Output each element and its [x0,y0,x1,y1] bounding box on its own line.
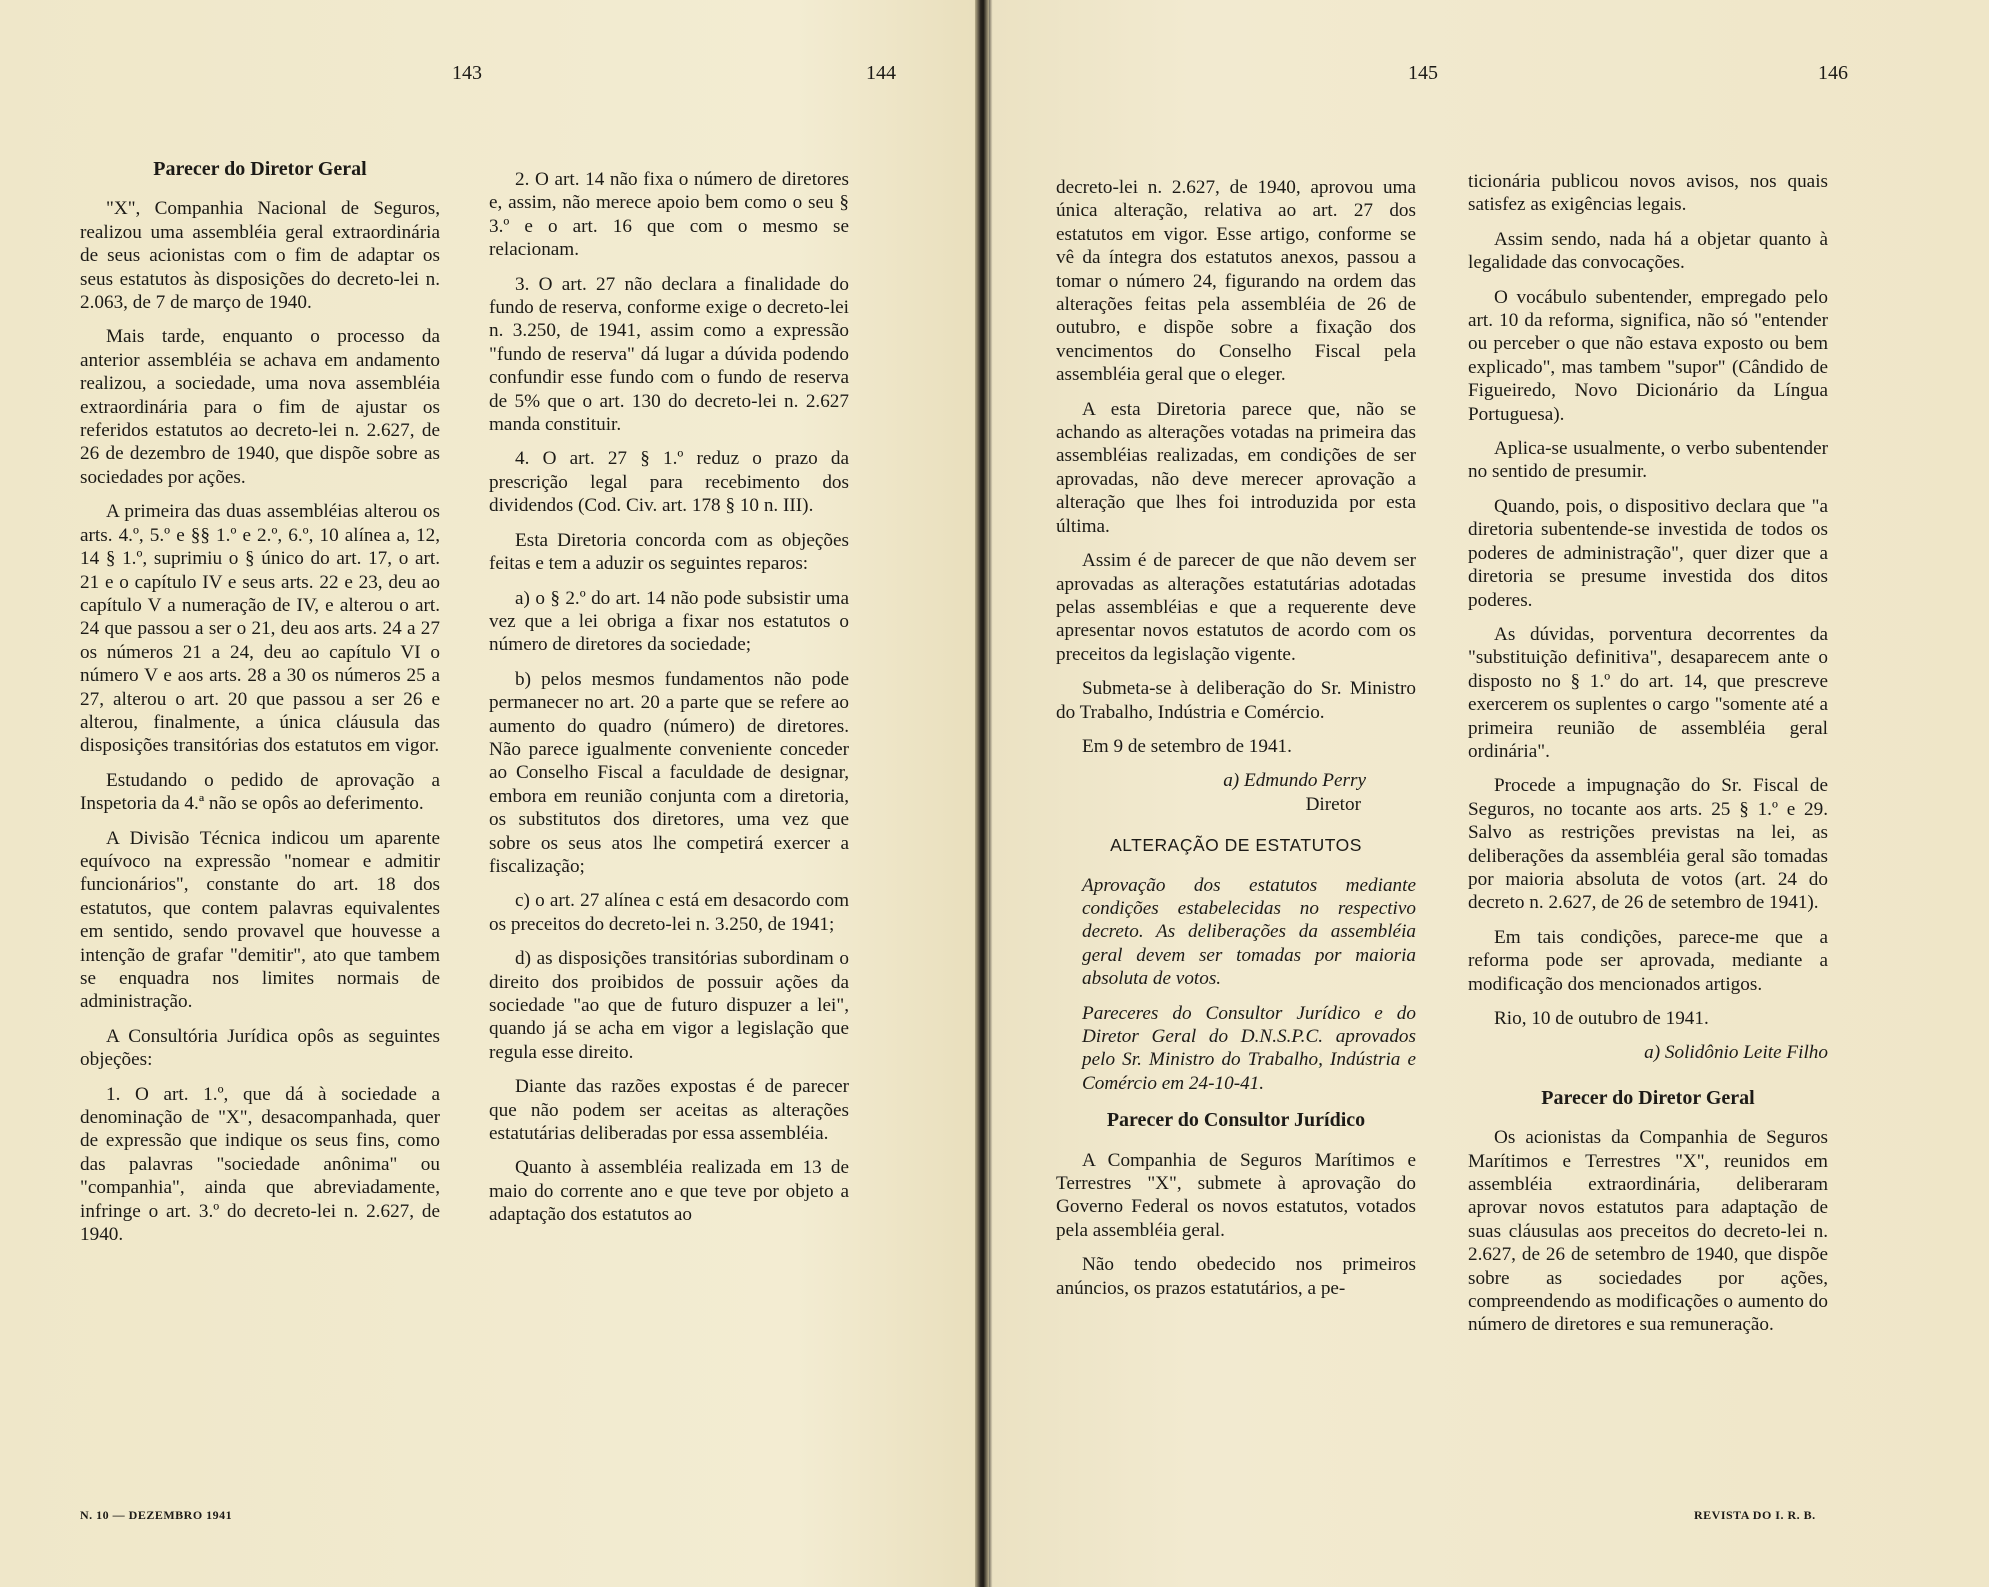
paragraph: 2. O art. 14 não fixa o número de diretores e, assim, não merece apoio bem como o seu § 3.º e o art. 16 que com o mesmo se relacionam. [489,169,849,261]
date-line: Em 9 de setembro de 1941. [1082,735,1292,757]
column-page-144 [489,168,849,1238]
column-page-146 [1468,170,1828,1348]
paragraph: Procede a impugnação do Sr. Fiscal de Seguros, no tocante aos arts. 25 § 1.º e 29. Salvo as restrições previstas na lei, as deliberações da assembléia geral são tomadas por maioria absoluta de votos (art. 24 do decreto n. 2.627, de 26 de setembro de 1941). [1468,775,1828,914]
page-number-143: 143 [452,62,482,84]
paragraph: c) o art. 27 alínea c está em desacordo com os preceitos do decreto-lei n. 3.250, de 1941; [489,890,849,935]
paragraph: b) pelos mesmos fundamentos não pode permanecer no art. 20 a parte que se refere ao aumento do quadro (número) de diretores. Não parece igualmente conveniente conceder ao Conselho Fiscal a faculdade de designar, embora em reunião conjunta com a diretoria, os substitutos dos diretores, uma vez que sobre os seus atos lhe competirá exercer a fiscalização; [489,668,849,877]
paragraph: 3. O art. 27 não declara a finalidade do fundo de reserva, conforme exige o decreto-lei n. 3.250, de 1941, assim como a expressão "fundo de reserva" dá lugar a dúvida podendo confundir esse fundo com o fundo de reserva de 5% que o art. 130 do decreto-lei n. 2.627 manda constituir. [489,273,849,436]
signature-role: Diretor [1305,793,1361,815]
date-line: Rio, 10 de outubro de 1941. [1494,1008,1709,1029]
paragraph: 1. O art. 1.º, que dá à sociedade a denominação de "X", desacompanhada, quer de expressão que indique os seus fins, como das palavras "sociedade anônima" ou "companhia", ainda que abreviadamente, infringe o art. 3.º do decreto-lei n. 2.627, de 1940. [80,1083,440,1246]
paragraph: decreto-lei n. 2.627, de 1940, aprovou uma única alteração, relativa ao art. 27 dos estatutos em vigor. Esse artigo, conforme se vê da íntegra dos estatutos anexos, passou a tomar o número 24, figurando na ordem das alterações feitas pela assembléia de 26 de outubro, e dispõe sobre a fixação dos vencimentos do Conselho Fiscal pela assembléia geral que o eleger. [1056,177,1416,386]
page-number-145: 145 [1408,62,1438,84]
paragraph: Assim sendo, nada há a objetar quanto à legalidade das convocações. [1468,228,1828,274]
signature: a) Edmundo Perry [1223,770,1366,792]
footer-issue: N. 10 — DEZEMBRO 1941 [80,1508,233,1522]
paragraph: "X", Companhia Nacional de Seguros, realizou uma assembléia geral extraordinária de seus acionistas com o fim de adaptar os seus estatutos às disposições do decreto-lei n. 2.063, de 7 de março de 1940. [80,198,440,314]
paragraph: 4. O art. 27 § 1.º reduz o prazo da prescrição legal para recebimento dos dividendos (Cod. Civ. art. 178 § 10 n. III). [489,448,849,517]
paragraph: Os acionistas da Companhia de Seguros Marítimos e Terrestres "X", reunidos em assembléia extraordinária, deliberaram aprovar novos estatutos para adaptação de suas cláusulas aos preceitos do decreto-lei n. 2.627, de 26 de setembro de 1940, que dispõe sobre as sociedades por ações, compreendendo as modificações o aumento do número de diretores e sua remuneração. [1468,1127,1828,1336]
paragraph: Quando, pois, o dispositivo declara que "a diretoria subentende-se investida de todos os poderes de administração", quer dizer que a diretoria se presume investida dos ditos poderes. [1468,495,1828,611]
paragraph: A esta Diretoria parece que, não se achando as alterações votadas na primeira das assembléias realizadas, em condições de ser aprovadas, não deve merecer aprovação a alteração que lhes foi introduzida por esta última. [1056,398,1416,537]
summary-italic: Pareceres do Consultor Jurídico e do Diretor Geral do D.N.S.P.C. aprovados pelo Sr. Ministro do Trabalho, Indústria e Comércio em 24-10-41. [1082,1002,1416,1094]
paragraph: Aplica-se usualmente, o verbo subentender no sentido de presumir. [1468,438,1828,483]
section-title: Parecer do Diretor Geral [1541,1086,1755,1109]
paragraph: d) as disposições transitórias subordinam o direito dos proibidos de possuir ações da sociedade "ao que de futuro dispuzer a lei", quando já se acha em vigor a legislação que regula esse direito. [489,948,849,1063]
column-page-145 [1056,176,1416,1311]
paragraph: Mais tarde, enquanto o processo da anterior assembléia se achava em andamento realizou, a sociedade, uma nova assembléia extraordinária para o fim de ajustar os referidos estatutos ao decreto-lei n. 2.627, de 26 de dezembro de 1940, que dispõe sobre as sociedades por ações. [80,326,440,488]
book-spine [975,0,989,1587]
paragraph: Não tendo obedecido nos primeiros anúncios, os prazos estatutários, a pe- [1056,1254,1416,1299]
column-page-143 [80,158,440,1257]
page-number-146: 146 [1818,62,1848,84]
paragraph: Assim é de parecer de que não devem ser aprovadas as alterações estatutárias adotadas pelas assembléias e que a requerente deve apresentar novos estatutos de acordo com os preceitos da legislação vigente. [1056,550,1416,665]
paragraph: A Companhia de Seguros Marítimos e Terrestres "X", submete à aprovação do Governo Federal os novos estatutos, votados pela assembléia geral. [1056,1149,1416,1241]
paragraph: O vocábulo subentender, empregado pelo art. 10 da reforma, significa, não só "entender ou perceber o que não estava exposto ou bem explicado", mas tambem "supor" (Cândido de Figueiredo, Novo Dicionário da Língua Portuguesa). [1468,286,1828,425]
section-title: Parecer do Diretor Geral [153,158,367,180]
paragraph: Submeta-se à deliberação do Sr. Ministro do Trabalho, Indústria e Comércio. [1056,678,1416,723]
paragraph: As dúvidas, porventura decorrentes da "substituição definitiva", desaparecem ante o disposto no § 1.º do art. 14, que prescreve exercerem os suplentes o cargo "somente até a primeira reunião de assembléia geral ordinária". [1468,623,1828,762]
signature: a) Solidônio Leite Filho [1644,1042,1828,1064]
summary-italic: Aprovação dos estatutos mediante condições estabelecidas no respectivo decreto. As deliberações da assembléia geral devem ser tomadas por maioria absoluta de votos. [1082,874,1416,990]
paragraph: A Consultória Jurídica opôs as seguintes objeções: [80,1025,440,1071]
paragraph: a) o § 2.º do art. 14 não pode subsistir uma vez que a lei obriga a fixar nos estatutos o número de diretores da sociedade; [489,587,849,656]
section-title: Parecer do Consultor Jurídico [1106,1109,1366,1132]
paragraph: A Divisão Técnica indicou um aparente equívoco na expressão "nomear e admitir funcionários", constante do art. 18 dos estatutos, que contem palavras equivalentes em sentido, sendo provavel que houvesse a intenção de grafar "demitir", ato que tambem se enquadra nos limites normais de administração. [80,827,440,1013]
section-heading: ALTERAÇÃO DE ESTATUTOS [1110,835,1362,856]
paragraph: Quanto à assembléia realizada em 13 de maio do corrente ano e que teve por objeto a adaptação dos estatutos ao [489,1157,849,1226]
footer-journal: REVISTA DO I. R. B. [1694,1508,1816,1522]
paragraph: Em tais condições, parece-me que a reforma pode ser aprovada, mediante a modificação dos mencionados artigos. [1468,926,1828,995]
paragraph: Diante das razões expostas é de parecer que não podem ser aceitas as alterações estatutárias deliberadas por essa assembléia. [489,1076,849,1145]
page-number-144: 144 [866,62,896,84]
paragraph: ticionária publicou novos avisos, nos quais satisfez as exigências legais. [1468,171,1828,216]
paragraph: A primeira das duas assembléias alterou os arts. 4.º, 5.º e §§ 1.º e 2.º, 6.º, 10 alínea a, 12, 14 § 1.º, suprimiu o § único do art. 17, o art. 21 e o capítulo IV e seus arts. 22 e 23, deu ao capítulo V a numeração de IV, e alterou o art. 24 que passou a ser o 21, deu aos arts. 24 a 27 os números 21 a 24, deu ao capítulo VI o número V e aos arts. 28 a 30 os números 25 a 27, alterou o art. 20 que passou a ser 26 e alterou, finalmente, a única cláusula das disposições transitórias dos estatutos em vigor. [80,501,440,757]
paragraph: Estudando o pedido de aprovação a Inspetoria da 4.ª não se opôs ao deferimento. [80,769,440,815]
paragraph: Esta Diretoria concorda com as objeções feitas e tem a aduzir os seguintes reparos: [489,529,849,575]
